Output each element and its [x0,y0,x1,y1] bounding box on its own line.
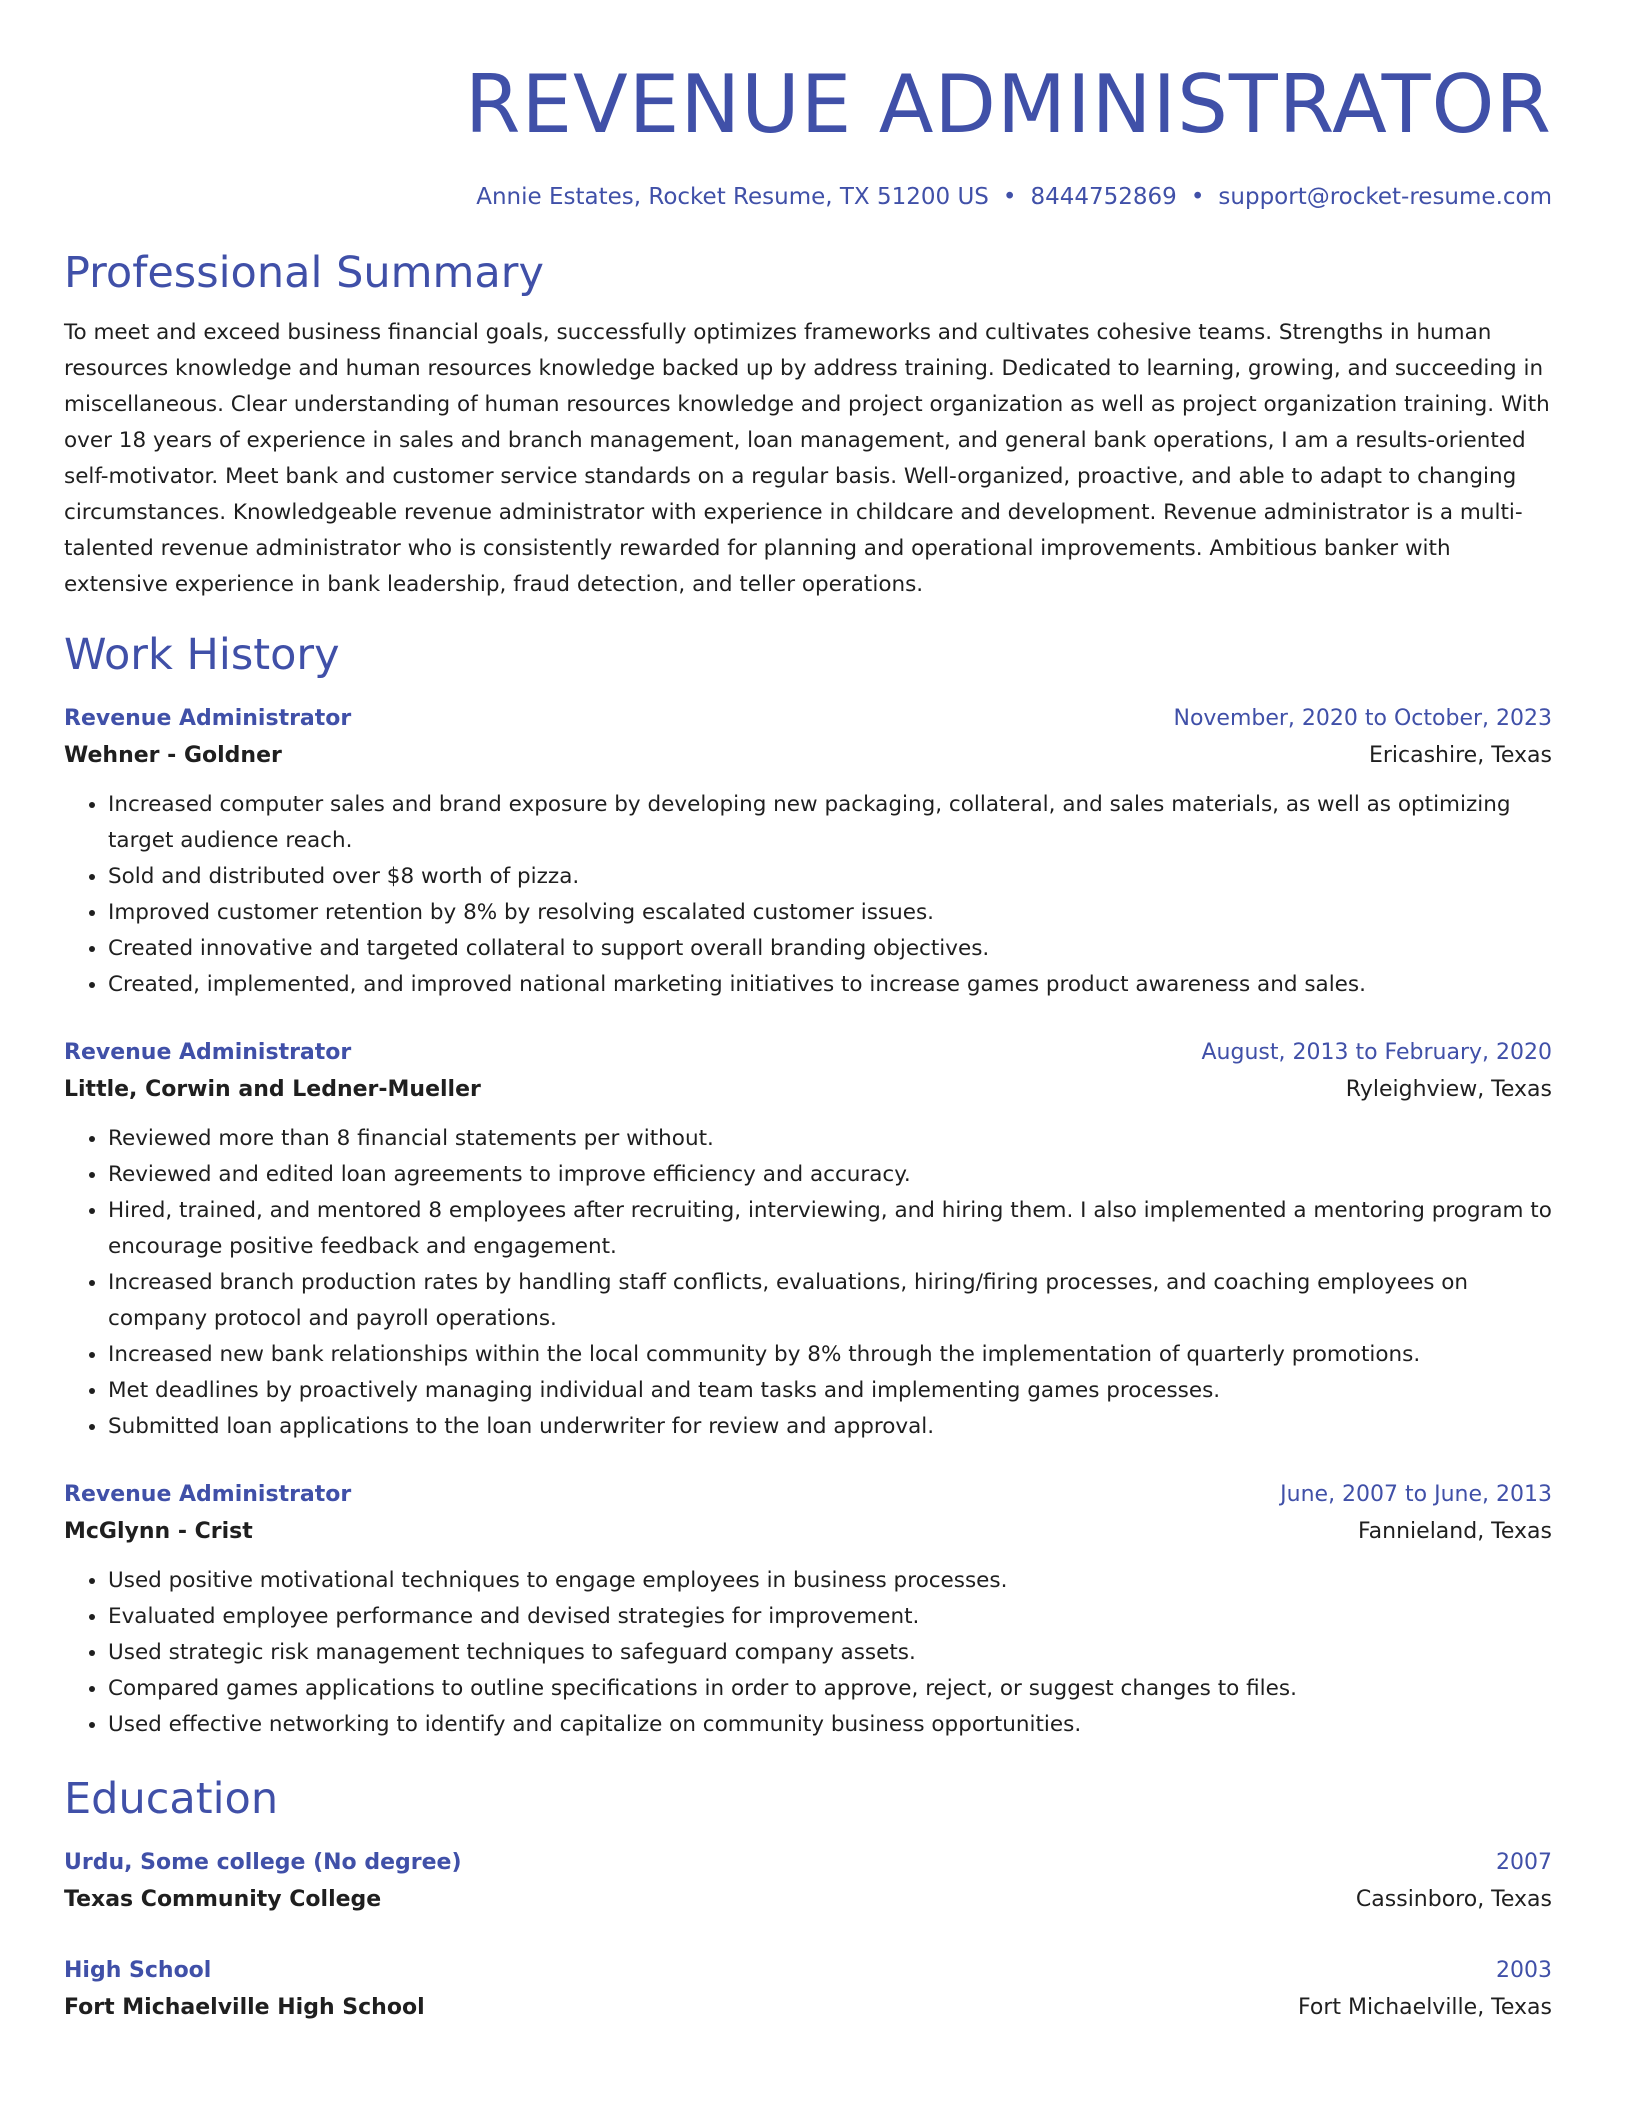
job-bullet: • Created innovative and targeted collateral to support overall branding objectives. [108,931,1552,967]
job-bullet: • Sold and distributed over $8 worth of pizza. [108,859,1552,895]
resume-header [64,55,1552,213]
job-dates: November, 2020 to October, 2023 [1173,706,1552,731]
education-location: Fort Michaelville, Texas [1298,1995,1552,2020]
job-entry [64,1035,1552,1445]
job-header-row [64,1477,1552,1513]
education-school-row [64,1989,1552,2027]
job-bullet: • Evaluated employee performance and devised strategies for improvement. [108,1599,1552,1635]
job-entry [64,701,1552,1003]
job-bullet: • Used effective networking to identify and capitalize on community business opportunities. [108,1707,1552,1743]
job-bullet: • Submitted loan applications to the loan underwriter for review and approval. [108,1409,1552,1445]
job-bullet: • Increased branch production rates by handling staff conflicts, evaluations, hiring/firing processes, and coaching employees on company protocol and payroll operations. [108,1265,1552,1337]
education-entry [64,1845,1552,1919]
job-header-row [64,701,1552,737]
job-bullet: • Reviewed more than 8 financial statements per without. [108,1121,1552,1157]
job-bullet: • Compared games applications to outline specifications in order to approve, reject, or suggest changes to files. [108,1671,1552,1707]
job-role: Revenue Administrator [64,1040,352,1065]
job-location: Fannieland, Texas [1358,1519,1552,1544]
job-role: Revenue Administrator [64,706,352,731]
work-history-heading: Work History [64,630,340,680]
contact-line [64,181,1552,213]
summary-heading: Professional Summary [64,248,544,298]
education-degree: High School [64,1958,212,1983]
contact-separator: • [1002,184,1017,210]
education-school: Fort Michaelville High School [64,1995,425,2020]
education-year: 2007 [1496,1850,1552,1875]
candidate-name: REVENUE ADMINISTRATOR [464,58,1552,151]
job-location: Ericashire, Texas [1368,743,1552,768]
education-school: Texas Community College [64,1887,382,1912]
job-entry [64,1477,1552,1743]
contact-email: support@rocket-resume.com [1218,184,1552,210]
job-bullet: • Used strategic risk management techniques to safeguard company assets. [108,1635,1552,1671]
education-location: Cassinboro, Texas [1355,1887,1552,1912]
job-bullet: • Met deadlines by proactively managing individual and team tasks and implementing games processes. [108,1373,1552,1409]
job-location: Ryleighview, Texas [1345,1077,1552,1102]
job-bullets [64,1121,1552,1445]
job-bullet: • Used positive motivational techniques to engage employees in business processes. [108,1563,1552,1599]
job-bullet: • Increased computer sales and brand exposure by developing new packaging, collateral, and sales materials, as well as optimizing target audience reach. [108,787,1552,859]
job-company-row [64,1513,1552,1551]
job-dates: June, 2007 to June, 2013 [1280,1482,1552,1507]
contact-address: Annie Estates, Rocket Resume, TX 51200 US [476,184,989,210]
contact-phone: 8444752869 [1030,184,1177,210]
education-header-row [64,1953,1552,1989]
job-company-row [64,737,1552,775]
education-year: 2003 [1496,1958,1552,1983]
job-bullet: • Increased new bank relationships within the local community by 8% through the implementation of quarterly promotions. [108,1337,1552,1373]
education-heading: Education [64,1774,279,1824]
job-header-row [64,1035,1552,1071]
job-company: Wehner - Goldner [64,743,282,768]
summary-text: To meet and exceed business financial goals, successfully optimizes frameworks and cultivates cohesive teams. Strengths in human resources knowledge and human resources knowledge backed up by address training. Dedicated to learning, growing, and succeeding in miscellaneous. Clear understanding of human resources knowledge and project organization as well as project organization training. With over 18 years of experience in sales and branch management, loan management, and general bank operations, I am a results-oriented self-motivator. Meet bank and customer service standards on a regular basis. Well-organized, proactive, and able to adapt to changing circumstances. Knowledgeable revenue administrator with experience in childcare and development. Revenue administrator is a multi-talented revenue administrator who is consistently rewarded for planning and operational improvements. Ambitious banker with extensive experience in bank leadership, fraud detection, and teller operations. [64,320,1550,597]
education-header-row [64,1845,1552,1881]
job-bullet: • Improved customer retention by 8% by resolving escalated customer issues. [108,895,1552,931]
education-entry [64,1953,1552,2027]
job-bullets [64,1563,1552,1743]
contact-separator: • [1190,184,1205,210]
job-role: Revenue Administrator [64,1482,352,1507]
job-bullet: • Created, implemented, and improved national marketing initiatives to increase games product awareness and sales. [108,967,1552,1003]
job-dates: August, 2013 to February, 2020 [1201,1040,1552,1065]
job-bullets [64,787,1552,1003]
job-bullet: • Hired, trained, and mentored 8 employees after recruiting, interviewing, and hiring them. I also implemented a mentoring program to encourage positive feedback and engagement. [108,1193,1552,1265]
job-company: McGlynn - Crist [64,1519,253,1544]
education-school-row [64,1881,1552,1919]
job-company-row [64,1071,1552,1109]
education-degree: Urdu, Some college (No degree) [64,1850,462,1875]
job-bullet: • Reviewed and edited loan agreements to improve efficiency and accuracy. [108,1157,1552,1193]
job-company: Little, Corwin and Ledner-Mueller [64,1077,481,1102]
